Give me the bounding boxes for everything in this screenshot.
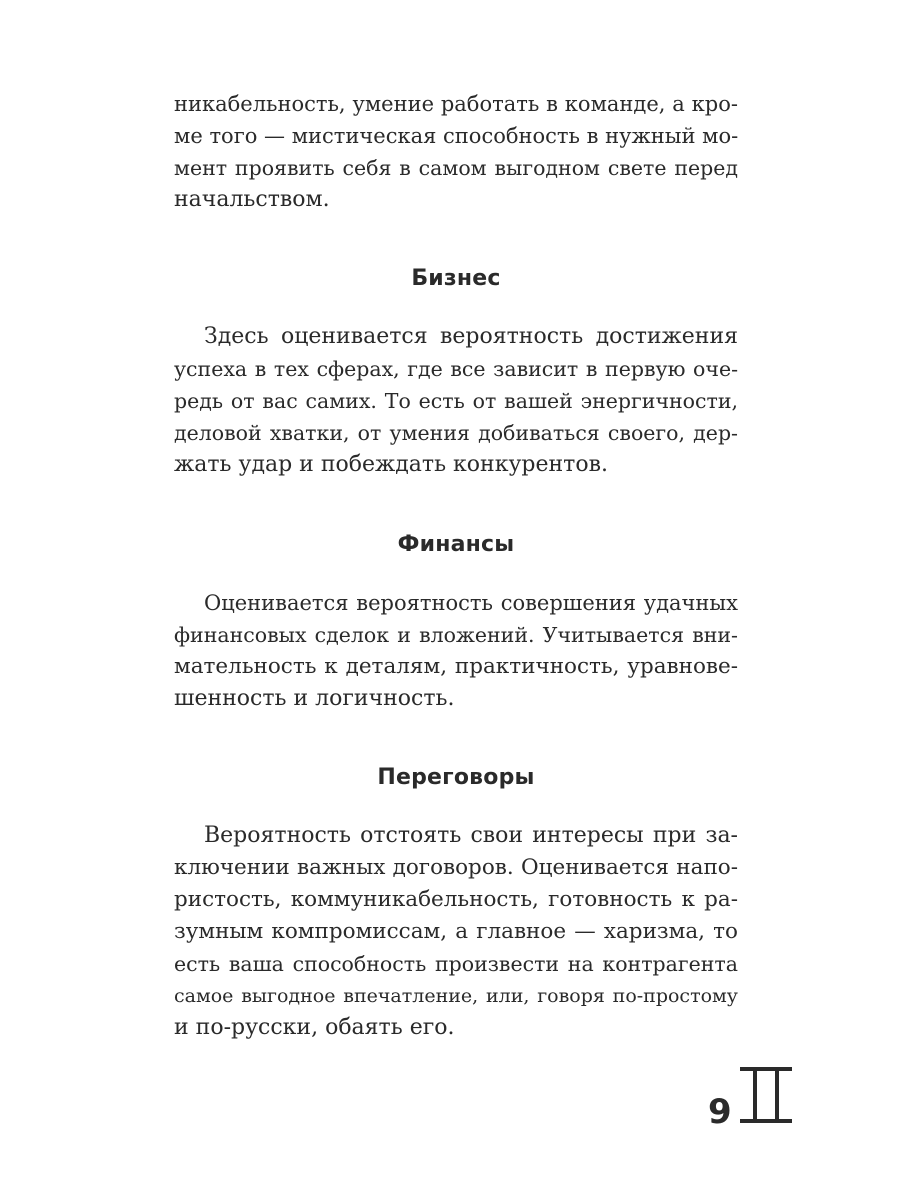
text-line: начальством.	[174, 187, 330, 212]
text-line: ключении важных договоров. Оценивается напо-	[174, 855, 738, 880]
text-line: Вероятность отстоять свои интересы при за-	[204, 823, 738, 848]
section-paragraph-negotiations	[174, 820, 738, 1044]
text-line: мательность к деталям, практичность, уравнове-	[174, 654, 738, 679]
page-number: 9	[708, 1092, 732, 1132]
text-line: ме того — мистическая способность в нужный мо-	[174, 124, 739, 148]
text-line: Здесь оценивается вероятность достижения	[204, 324, 738, 349]
text-line: шенность и логичность.	[174, 686, 455, 711]
text-line: зумным компромиссам, а главное — харизма, то	[174, 919, 738, 944]
text-line: есть ваша способность произвести на контрагента	[174, 952, 738, 976]
text-line: и по-русски, обаять его.	[174, 1015, 455, 1040]
gemini-zodiac-icon	[736, 1064, 796, 1126]
text-line: финансовых сделок и вложений. Учитывается вни-	[174, 623, 738, 647]
intro-paragraph	[174, 88, 738, 216]
text-line: деловой хватки, от умения добиваться своего, дер-	[174, 421, 738, 445]
section-heading-business: Бизнес	[411, 266, 501, 291]
text-line: мент проявить себя в самом выгодном свете перед	[174, 156, 738, 180]
text-line: успеха в тех сферах, где все зависит в первую оче-	[174, 357, 738, 381]
text-line: Оценивается вероятность совершения удачных	[204, 591, 738, 615]
section-heading-negotiations: Переговоры	[377, 765, 535, 790]
section-paragraph-business	[174, 321, 738, 481]
text-line: никабельность, умение работать в команде, а кро-	[174, 92, 738, 116]
text-line: ристость, коммуникабельность, готовность к ра-	[174, 887, 738, 912]
section-heading-finance: Финансы	[397, 532, 515, 557]
section-paragraph-finance	[174, 587, 738, 715]
page-content	[174, 88, 738, 1044]
text-line: редь от вас самих. То есть от вашей энергичности,	[174, 389, 738, 413]
text-line: самое выгодное впечатление, или, говоря по-простому	[174, 985, 738, 1007]
text-line: жать удар и побеждать конкурентов.	[174, 452, 608, 477]
page-footer	[700, 1060, 800, 1140]
